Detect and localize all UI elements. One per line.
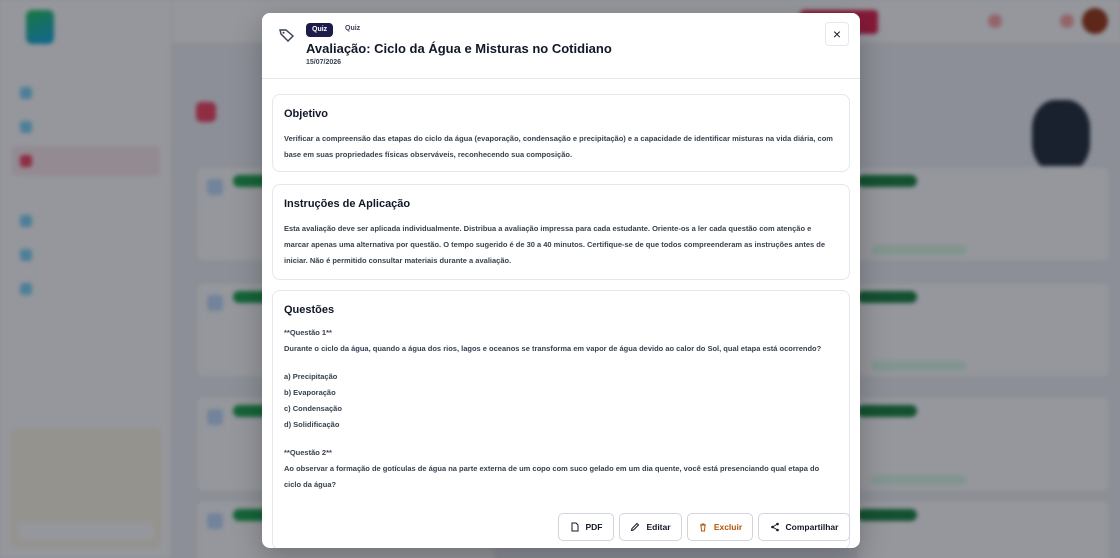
question-text: Durante o ciclo da água, quando a água dos rios, lagos e oceanos se transforma em vapor de água devido ao calor do Sol, qual etapa está ocorrendo? [284, 344, 822, 353]
share-button[interactable] [758, 513, 850, 541]
quiz-type-label: Quiz [345, 25, 361, 32]
close-button[interactable] [825, 22, 849, 46]
objective-text: Verificar a compreensão das etapas do ciclo da água (evaporação, condensação e precipitação) e a capacidade de identificar misturas na vida diária, com base em suas propriedades físicas observáveis, reconhecendo sua composição. [284, 134, 833, 159]
close-icon: × [832, 26, 842, 42]
question-option: b) Evaporação [284, 388, 336, 397]
modal-body[interactable] [262, 80, 860, 548]
objective-heading: Objetivo [284, 108, 329, 120]
pdf-button-label: PDF [585, 522, 603, 532]
instructions-heading: Instruções de Aplicação [284, 198, 411, 210]
question-option: c) Condensação [284, 404, 342, 413]
share-icon [770, 522, 780, 532]
question-label: **Questão 2** [284, 448, 332, 457]
quiz-badge: Quiz [306, 23, 333, 37]
tag-icon [279, 28, 295, 42]
modal-date: 15/07/2026 [306, 59, 342, 66]
share-button-label: Compartilhar [785, 522, 839, 532]
objective-section [272, 94, 850, 172]
file-icon [570, 522, 580, 532]
delete-button[interactable] [687, 513, 753, 541]
question-label: **Questão 1** [284, 328, 332, 337]
quiz-modal [262, 13, 860, 548]
instructions-text: Esta avaliação deve ser aplicada individualmente. Distribua a avaliação impressa para cada estudante. Oriente-os a ler cada questão com atenção e marcar apenas uma alternativa por questão. O tempo sugerido é de 30 a 40 minutos. Certifique-se de que todos compreenderam as instruções antes de iniciar. Não é permitido consultar materiais durante a avaliação. [284, 224, 825, 265]
question-text: Ao observar a formação de gotículas de água na parte externa de um copo com suco gelado em um dia quente, você está presenciando qual etapa do ciclo da água? [284, 464, 820, 489]
pencil-icon [630, 522, 640, 532]
modal-title: Avaliação: Ciclo da Água e Misturas no Cotidiano [306, 41, 612, 56]
questions-heading: Questões [284, 304, 335, 316]
question-option: a) Precipitação [284, 372, 338, 381]
question-option: d) Solidificação [284, 420, 340, 429]
edit-button-label: Editar [646, 522, 671, 532]
modal-footer [262, 509, 860, 548]
delete-button-label: Excluir [713, 522, 743, 532]
instructions-section [272, 184, 850, 280]
trash-icon [698, 522, 708, 532]
pdf-button[interactable] [558, 513, 614, 541]
edit-button[interactable] [619, 513, 682, 541]
modal-header [262, 13, 860, 79]
